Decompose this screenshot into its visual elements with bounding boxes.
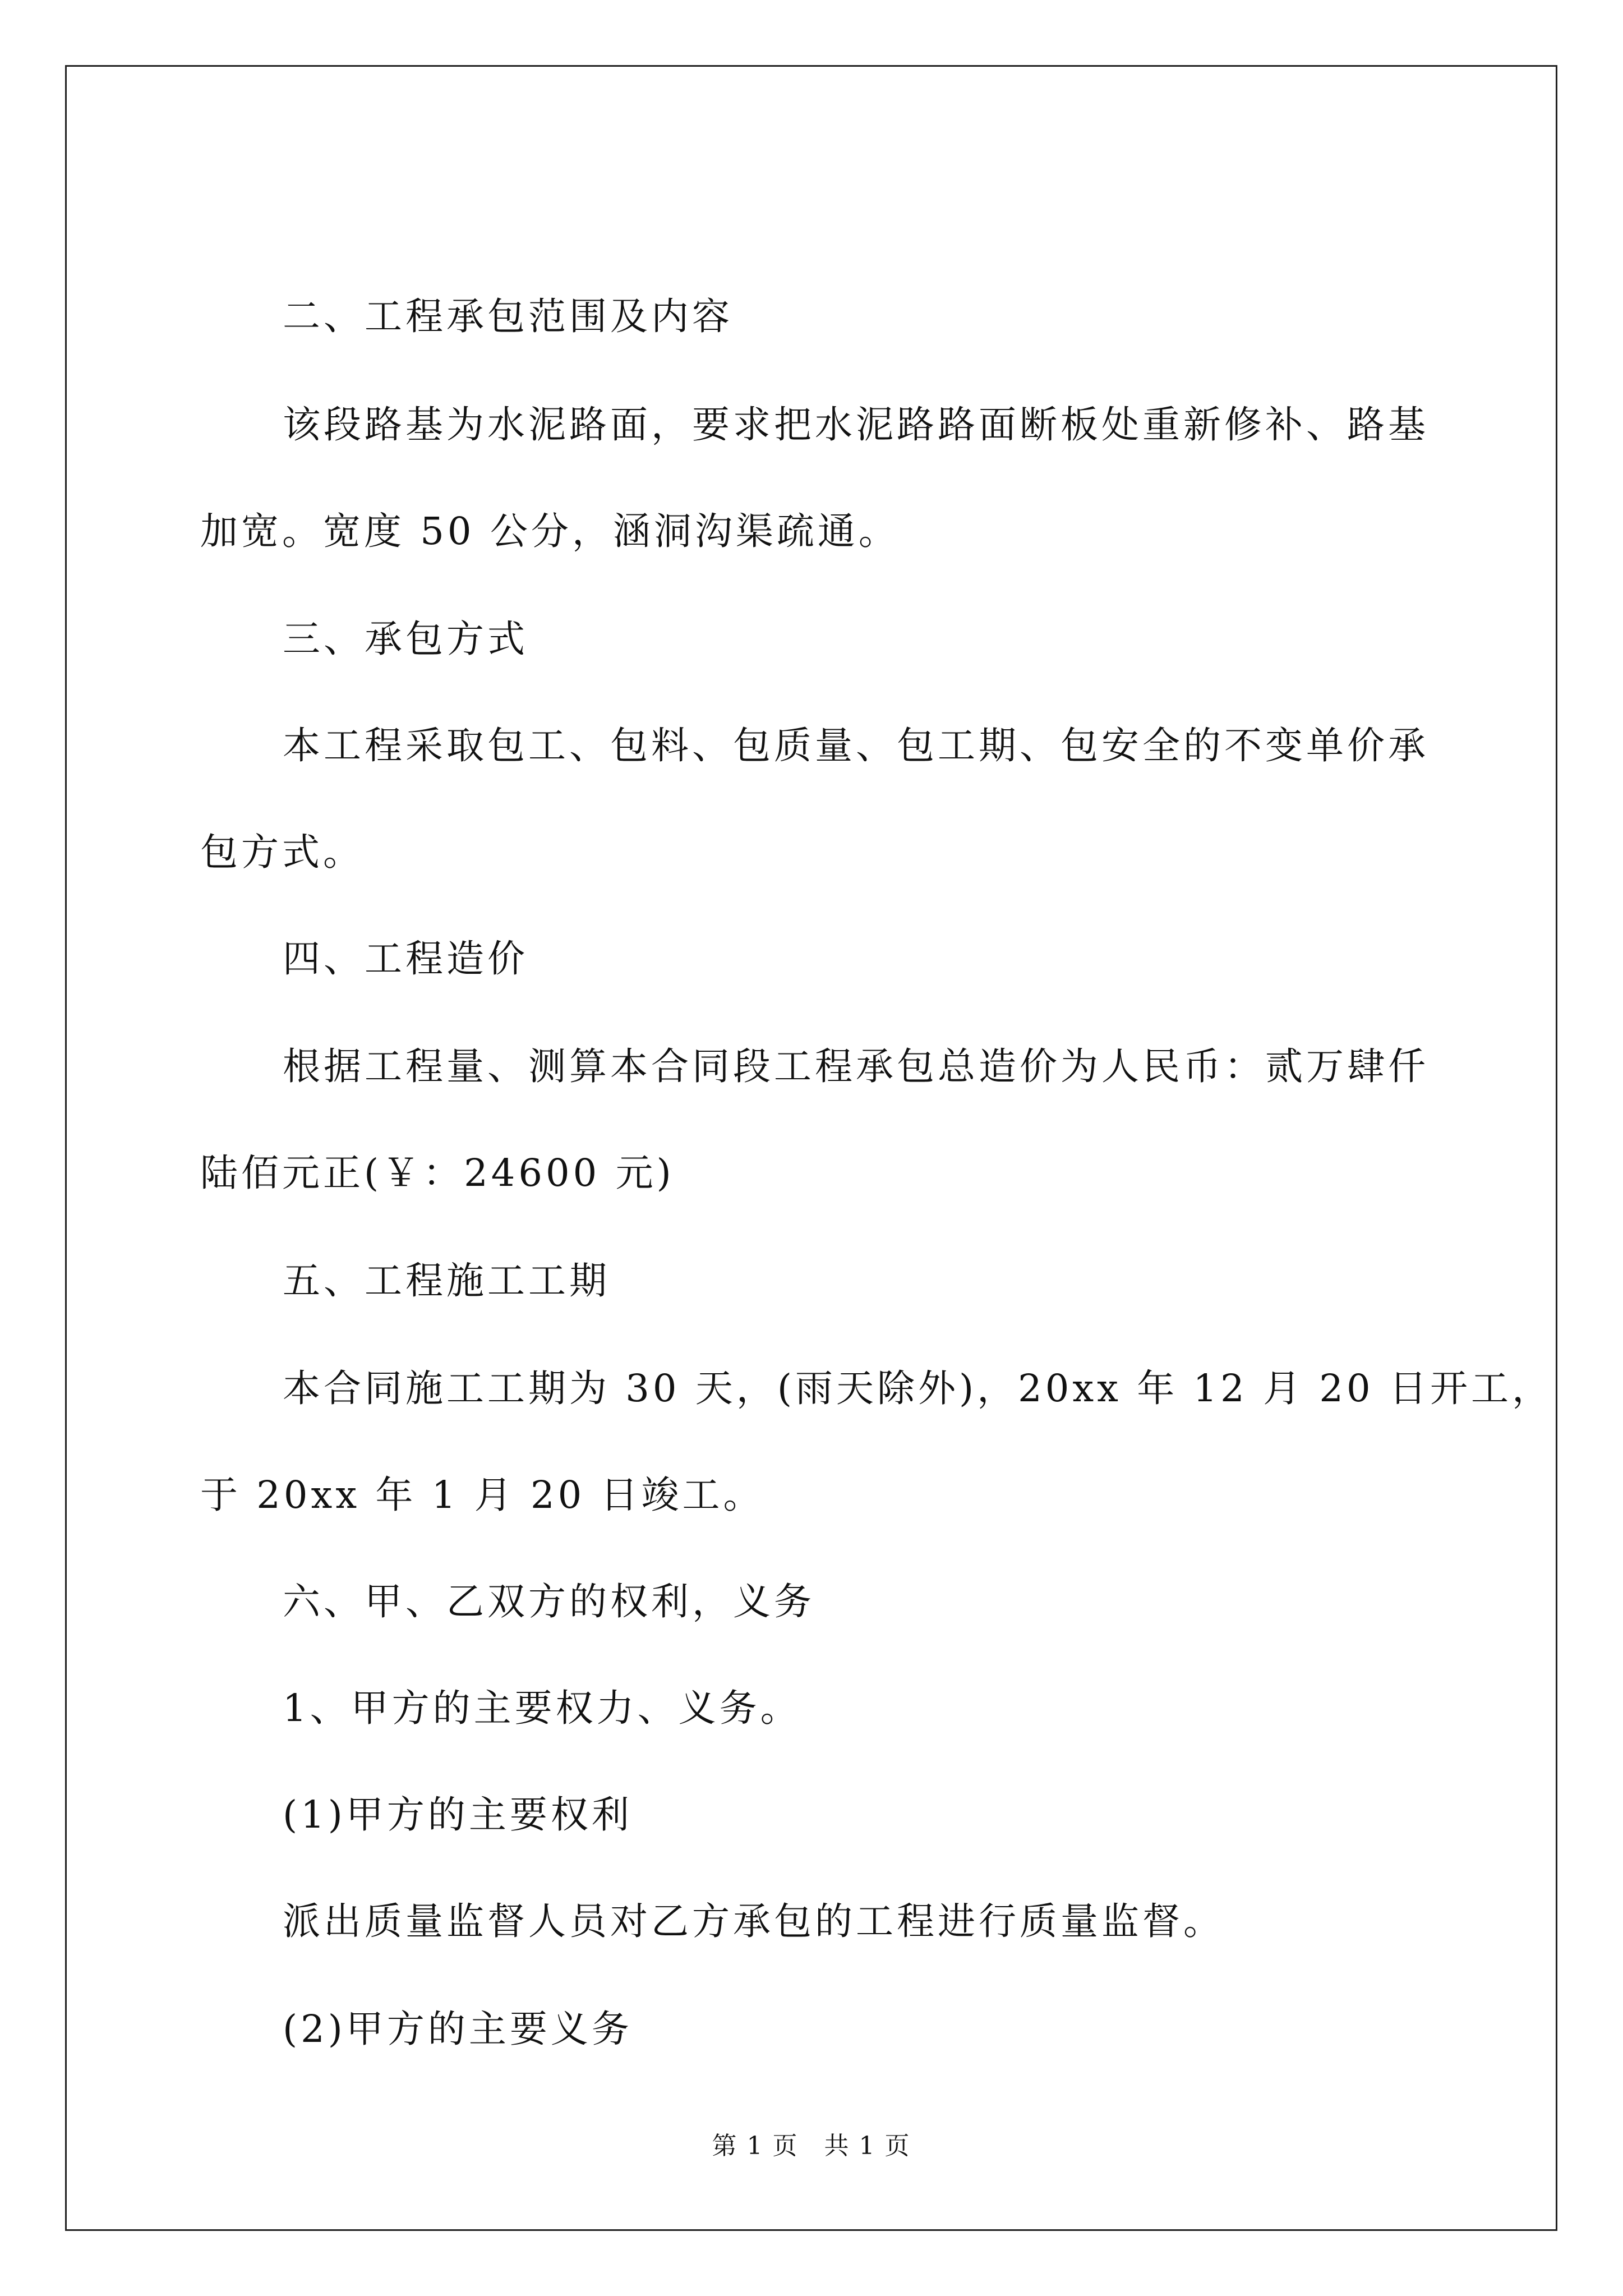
subheading-party-a-rights: (1)甲方的主要权利: [283, 1793, 633, 1837]
section-heading-scope: 二、工程承包范围及内容: [283, 295, 733, 338]
page-footer: 第 1 页 共 1 页: [712, 2132, 911, 2160]
paragraph-schedule-line-1: 本合同施工工期为 30 天，(雨天除外)，20xx 年 12 月 20 日开工，: [283, 1366, 1553, 1410]
paragraph-scope-line-1: 该段路基为水泥路面，要求把水泥路路面断板处重新修补、路基: [283, 403, 1429, 447]
subheading-party-a: 1、甲方的主要权力、义务。: [283, 1686, 801, 1730]
section-heading-method: 三、承包方式: [283, 617, 528, 661]
section-heading-cost: 四、工程造价: [283, 937, 528, 981]
section-heading-rights: 六、甲、乙双方的权利，义务: [283, 1580, 815, 1623]
subheading-party-a-duties: (2)甲方的主要义务: [283, 2007, 633, 2051]
paragraph-cost-line-2: 陆佰元正(￥：24600 元): [200, 1151, 675, 1195]
paragraph-cost-line-1: 根据工程量、测算本合同段工程承包总造价为人民币：贰万肆仟: [283, 1045, 1429, 1088]
paragraph-party-a-rights: 派出质量监督人员对乙方承包的工程进行质量监督。: [283, 1899, 1224, 1943]
document-body: [67, 67, 1556, 2229]
section-heading-schedule: 五、工程施工工期: [283, 1259, 610, 1303]
paragraph-method-line-2: 包方式。: [200, 830, 364, 874]
page-frame: [65, 65, 1557, 2231]
paragraph-method-line-1: 本工程采取包工、包料、包质量、包工期、包安全的不变单价承: [283, 724, 1429, 767]
paragraph-schedule-line-2: 于 20xx 年 1 月 20 日竣工。: [200, 1473, 764, 1517]
paragraph-scope-line-2: 加宽。宽度 50 公分，涵洞沟渠疏通。: [200, 509, 900, 553]
